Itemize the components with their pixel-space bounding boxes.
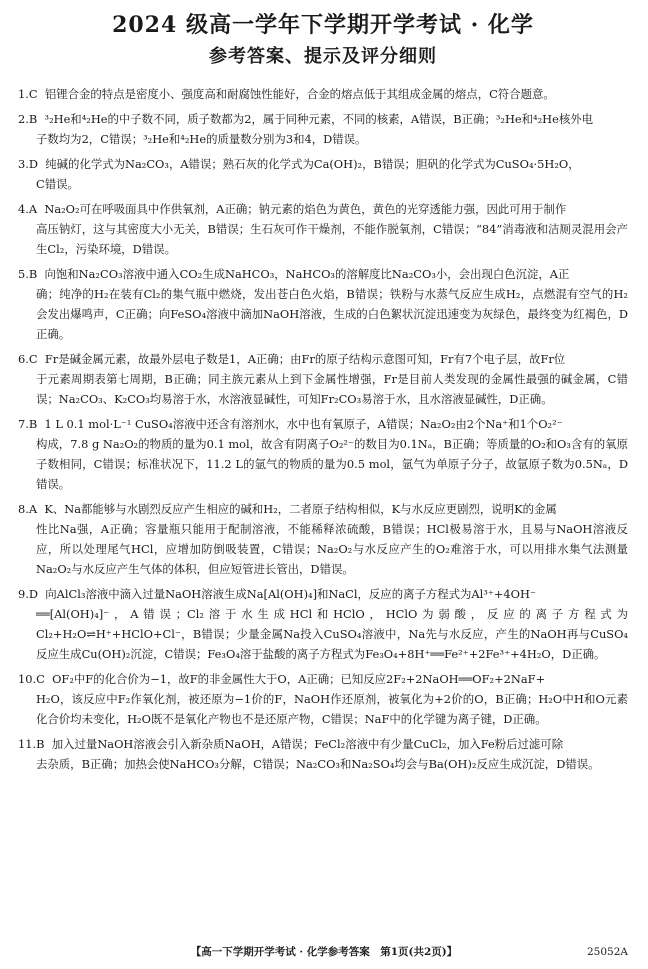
answer-item-7 xyxy=(18,414,628,494)
answer-number: 8.A xyxy=(18,502,38,516)
answer-explanation: 1 L 0.1 mol·L⁻¹ CuSO₄溶液中还含有溶剂水，水中也有氧原子，A错误；Na₂O₂由2个Na⁺和1个O₂²⁻ xyxy=(44,417,563,431)
page-subtitle: 参考答案、提示及评分细则 xyxy=(209,46,437,67)
paper-code: 25052A xyxy=(587,946,628,958)
answer-item-9 xyxy=(18,584,628,664)
answer-explanation: OF₂中F的化合价为−1，故F的非金属性大于O，A正确；已知反应2F₂+2NaOH══OF₂+2NaF+ xyxy=(52,672,546,686)
answer-explanation: Na₂O₂可在呼吸面具中作供氧剂，A正确；钠元素的焰色为黄色，黄色的光穿透能力强，因此可用于制作 xyxy=(44,202,567,216)
page-title: 2024 级高一学年下学期开学考试 · 化学 xyxy=(112,12,534,38)
answer-explanation-cont: 于元素周期表第七周期，B正确；同主族元素从上到下金属性增强，Fr是目前人类发现的金属性最强的碱金属，C错误；Na₂CO₃、K₂CO₃均易溶于水，水溶液显碱性，可知Fr₂CO₃易溶于水，且水溶液显碱性，D正确。 xyxy=(36,372,628,406)
answer-explanation: 纯碱的化学式为Na₂CO₃，A错误；熟石灰的化学式为Ca(OH)₂，B错误；胆矾的化学式为CuSO₄·5H₂O， xyxy=(45,157,580,171)
answer-number: 1.C xyxy=(18,87,38,101)
answer-explanation-cont: C错误。 xyxy=(36,177,79,191)
answer-explanation: 铝锂合金的特点是密度小、强度高和耐腐蚀性能好，合金的熔点低于其组成金属的熔点，C符合题意。 xyxy=(44,87,555,101)
answer-number: 5.B xyxy=(18,267,38,281)
answer-item-6 xyxy=(18,349,628,409)
answer-item-1 xyxy=(18,84,628,104)
answer-item-5 xyxy=(18,264,628,344)
answer-number: 9.D xyxy=(18,587,39,601)
page-footer xyxy=(0,943,648,961)
answer-number: 4.A xyxy=(18,202,38,216)
answer-explanation-cont: 子数均为2，C错误；³₂He和⁴₂He的质量数分别为3和4，D错误。 xyxy=(36,132,367,146)
answer-explanation: K、Na都能够与水剧烈反应产生相应的碱和H₂，二者原子结构相似，K与水反应更剧烈，说明K的金属 xyxy=(44,502,557,516)
answer-item-11 xyxy=(18,734,628,774)
answer-number: 3.D xyxy=(18,157,39,171)
answer-explanation-cont: ══[Al(OH)₄]⁻，A错误；Cl₂溶于水生成HCl和HClO，HClO为弱酸，反应的离子方程式为Cl₂+H₂O⇌H⁺+HClO+Cl⁻，B错误；少量金属Na投入CuSO₄溶液中，Na先与水反应，产生的NaOH再与CuSO₄反应生成Cu(OH)₂沉淀，C错误；Fe₃O₄溶于盐酸的离子方程式为Fe₃O₄+8H⁺══Fe²⁺+2Fe³⁺+4H₂O，D正确。 xyxy=(36,607,628,661)
answer-explanation-cont: 确；纯净的H₂在装有Cl₂的集气瓶中燃烧，发出苍白色火焰，B错误；铁粉与水蒸气反应生成H₂，点燃混有空气的H₂会发出爆鸣声，C正确；向FeSO₄溶液中滴加NaOH溶液，生成的白色絮状沉淀迅速变为灰绿色，最终变为红褐色，D正确。 xyxy=(36,287,628,341)
answer-explanation: Fr是碱金属元素，故最外层电子数是1，A正确；由Fr的原子结构示意图可知，Fr有7个电子层，故Fr位 xyxy=(44,352,566,366)
answer-item-4 xyxy=(18,199,628,259)
answer-list xyxy=(18,84,628,774)
answer-explanation-cont: 高压钠灯，这与其密度大小无关，B错误；生石灰可作干燥剂，不能作脱氧剂，C错误；“84”消毒液和洁厕灵混用会产生Cl₂，污染环境，D错误。 xyxy=(36,222,628,256)
answer-explanation: ³₂He和⁴₂He的中子数不同，质子数都为2，属于同种元素，不同的核素，A错误，B正确；³₂He和⁴₂He核外电 xyxy=(44,112,594,126)
answer-item-2 xyxy=(18,109,628,149)
answer-item-8 xyxy=(18,499,628,579)
answer-number: 2.B xyxy=(18,112,38,126)
answer-explanation-cont: 构成，7.8 g Na₂O₂的物质的量为0.1 mol，故含有阴离子O₂²⁻的数目为0.1Nₐ，B正确；等质量的O₂和O₃含有的氧原子数相同，C错误；标准状况下，11.2 L的氩气的物质的量为0.5 mol，氩气为单原子分子，故氩原子数为0.5Nₐ，D错误。 xyxy=(36,437,628,491)
footer-label: 【高一下学期开学考试 · 化学参考答案 第1页(共2页)】 xyxy=(190,946,458,958)
answer-explanation: 向饱和Na₂CO₃溶液中通入CO₂生成NaHCO₃，NaHCO₃的溶解度比Na₂CO₃小，会出现白色沉淀，A正 xyxy=(44,267,570,281)
answer-number: 7.B xyxy=(18,417,38,431)
answer-explanation-cont: 性比Na强，A正确；容量瓶只能用于配制溶液，不能稀释浓硫酸，B错误；HCl极易溶于水，且易与NaOH溶液反应，所以处理尾气HCl，应增加防倒吸装置，C错误；Na₂O₂与水反应产生的O₂难溶于水，可以用排水集气法测量Na₂O₂与水反应产生气体的体积，但应短管进长管出，D错误。 xyxy=(36,522,628,576)
answer-explanation-cont: H₂O，该反应中F₂作氧化剂，被还原为−1价的F，NaOH作还原剂，被氧化为+2价的O，B正确；H₂O中H和O元素化合价均未变化，H₂O既不是氧化产物也不是还原产物，C错误；NaF中的化学键为离子键，D正确。 xyxy=(36,692,628,726)
answer-number: 10.C xyxy=(18,672,45,686)
answer-explanation-cont: 去杂质，B正确；加热会使NaHCO₃分解，C错误；Na₂CO₃和Na₂SO₄均会与Ba(OH)₂反应生成沉淀，D错误。 xyxy=(36,757,600,771)
answer-number: 11.B xyxy=(18,737,45,751)
answer-item-3 xyxy=(18,154,628,194)
answer-explanation: 向AlCl₃溶液中滴入过量NaOH溶液生成Na[Al(OH)₄]和NaCl，反应的离子方程式为Al³⁺+4OH⁻ xyxy=(45,587,536,601)
answer-item-10 xyxy=(18,669,628,729)
answer-number: 6.C xyxy=(18,352,38,366)
answer-explanation: 加入过量NaOH溶液会引入新杂质NaOH，A错误；FeCl₂溶液中有少量CuCl₂，加入Fe粉后过滤可除 xyxy=(51,737,564,751)
